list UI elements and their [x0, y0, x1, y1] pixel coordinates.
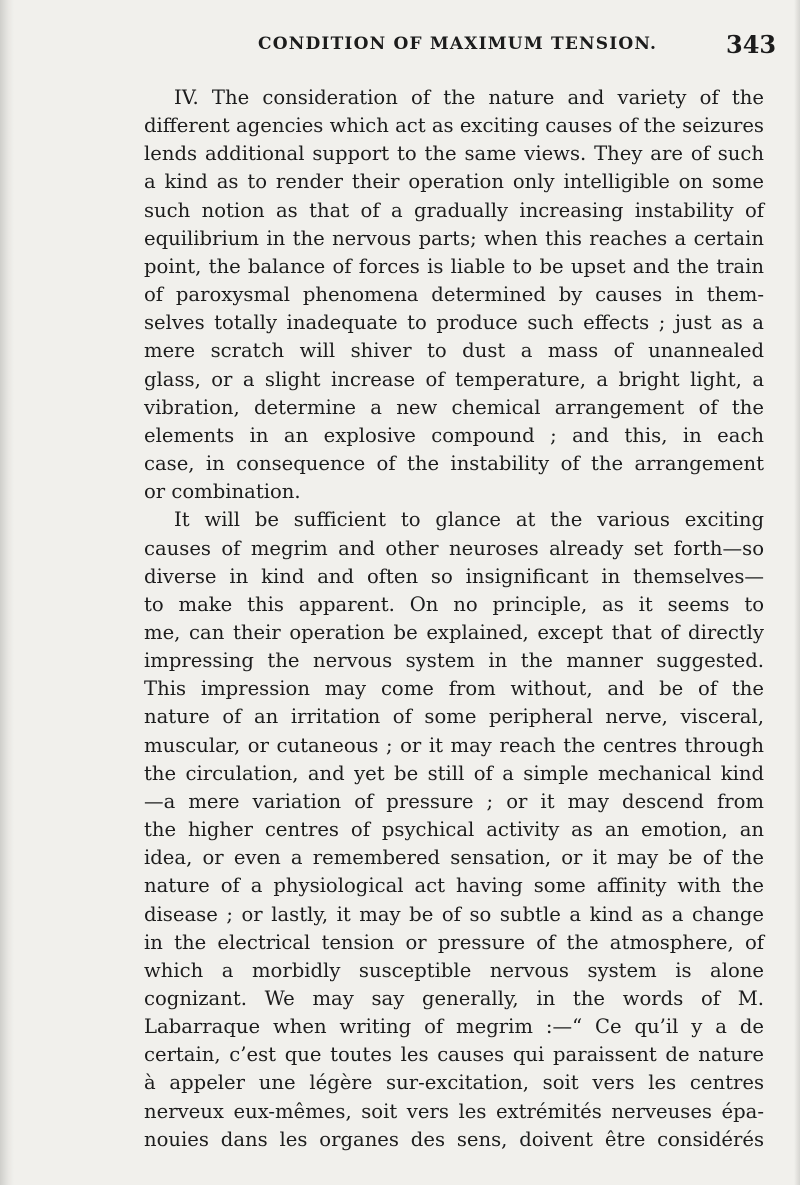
text-line: of paroxysmal phenomena determined by causes in them- — [144, 283, 764, 307]
running-head: CONDITION OF MAXIMUM TENSION. — [258, 34, 658, 54]
body-text — [144, 84, 764, 1154]
text-line: —a mere variation of pressure ; or it may descend from — [144, 789, 764, 813]
text-line: diverse in kind and often so insignificant in themselves— — [144, 564, 764, 588]
text-line: mere scratch will shiver to dust a mass of unannealed — [144, 339, 764, 363]
text-line: cognizant. We may say generally, in the words of M. — [144, 987, 764, 1010]
text-line: different agencies which act as exciting causes of the seizures — [144, 114, 764, 138]
text-line: certain, c’est que toutes les causes qui paraissent de nature — [144, 1043, 764, 1067]
page-gutter-edge — [0, 0, 14, 1185]
text-line: causes of megrim and other neuroses already set forth—so — [144, 536, 764, 560]
text-line: vibration, determine a new chemical arrangement of the — [144, 395, 764, 419]
text-line: nouies dans les organes des sens, doivent être considérés — [144, 1127, 764, 1151]
text-line: in the electrical tension or pressure of the atmosphere, of — [144, 930, 764, 954]
text-line: à appeler une légère sur-excitation, soit vers les centres — [144, 1071, 764, 1095]
text-line: case, in consequence of the instability of the arrangement — [144, 452, 764, 476]
text-line: idea, or even a remembered sensation, or it may be of the — [144, 846, 764, 870]
text-line: the circulation, and yet be still of a simple mechanical kind — [144, 761, 764, 785]
text-line: nature of a physiological act having some affinity with the — [144, 874, 764, 898]
text-line: the higher centres of psychical activity as an emotion, an — [144, 818, 764, 842]
text-line: which a morbidly susceptible nervous system is alone — [144, 958, 764, 982]
text-line: equilibrium in the nervous parts; when this reaches a certain — [144, 226, 764, 250]
text-line: selves totally inadequate to produce such effects ; just as a — [144, 311, 764, 335]
text-line: nature of an irritation of some peripheral nerve, visceral, — [144, 705, 764, 729]
text-line: or combination. — [144, 480, 301, 504]
text-line: Labarraque when writing of megrim :—“ Ce qu’il y a de — [144, 1015, 764, 1039]
text-line: to make this apparent. On no principle, as it seems to — [144, 592, 764, 616]
text-line: nerveux eux-mêmes, soit vers les extrémités nerveuses épa- — [144, 1099, 764, 1123]
text-line: glass, or a slight increase of temperature, a bright light, a — [144, 367, 764, 391]
text-line: elements in an explosive compound ; and this, in each — [144, 423, 764, 447]
text-line: lends additional support to the same views. They are of such — [144, 142, 764, 166]
page-number: 343 — [726, 30, 777, 59]
text-line: point, the balance of forces is liable to be upset and the train — [144, 254, 764, 278]
text-line: muscular, or cutaneous ; or it may reach the centres through — [144, 733, 764, 757]
text-line: a kind as to render their operation only intelligible on some — [144, 170, 764, 194]
text-line: me, can their operation be explained, except that of directly — [144, 620, 764, 644]
text-line: This impression may come from without, and be of the — [144, 677, 764, 701]
text-line: IV. The consideration of the nature and variety of the — [174, 86, 764, 109]
text-line: disease ; or lastly, it may be of so subtle a kind as a change — [144, 902, 764, 926]
text-line: impressing the nervous system in the manner suggested. — [144, 649, 764, 673]
text-line: It will be sufficient to glance at the various exciting — [174, 508, 764, 532]
text-line: such notion as that of a gradually increasing instability of — [144, 198, 764, 222]
page-right-edge — [794, 0, 800, 1185]
